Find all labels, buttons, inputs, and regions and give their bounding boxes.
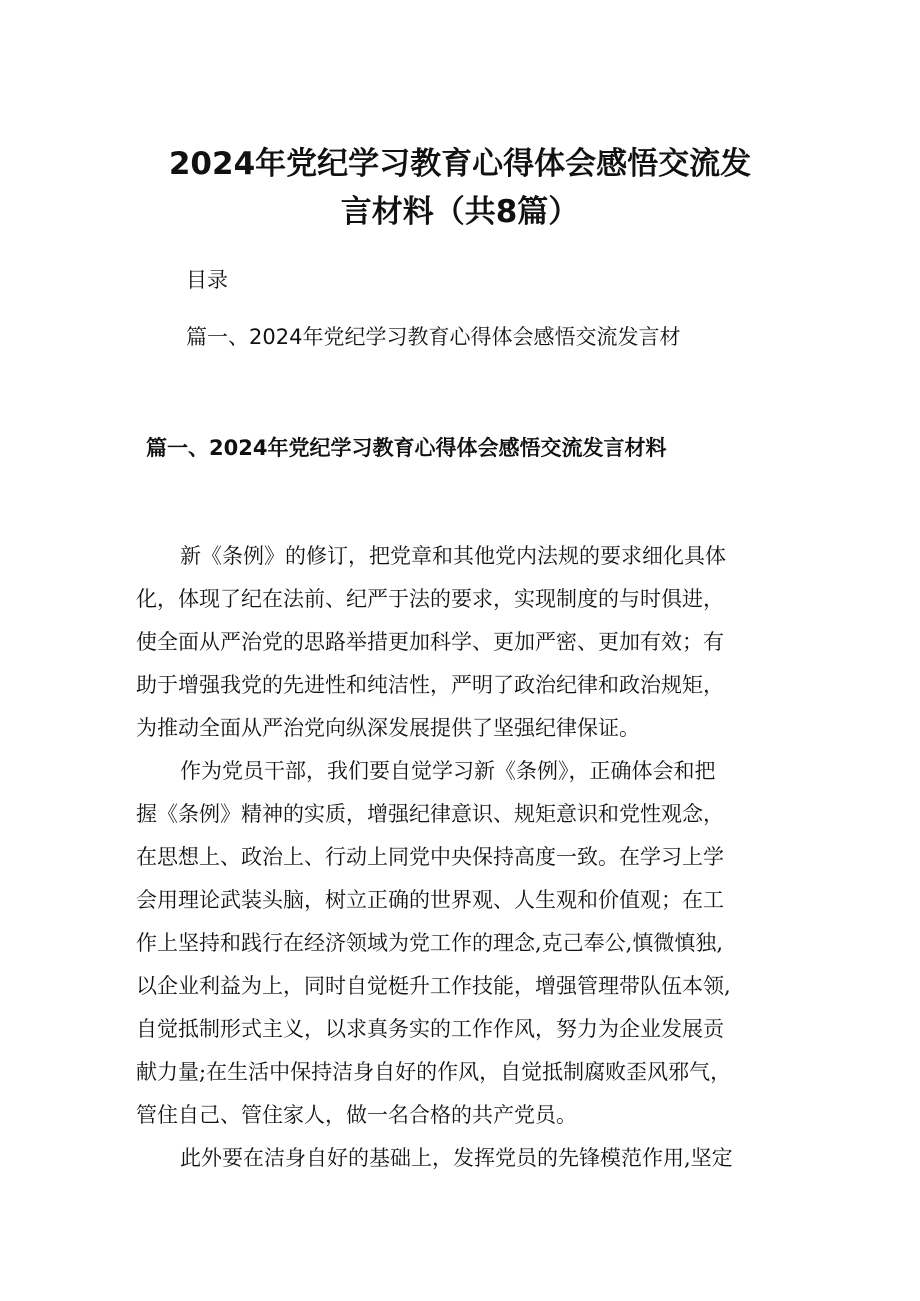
paragraph-line: 使全面从严治党的思路举措更加科学、更加严密、更加有效；有	[136, 630, 724, 654]
paragraph-line: 化，体现了纪在法前、纪严于法的要求，实现制度的与时俱进，	[136, 587, 724, 611]
paragraph-line: 自觉抵制形式主义，以求真务实的工作作风，努力为企业发展贡	[136, 1017, 724, 1041]
paragraph-line: 为推动全面从严治党向纵深发展提供了坚强纪律保证。	[136, 716, 640, 740]
section-heading: 篇一、2024年党纪学习教育心得体会感悟交流发言材料	[146, 436, 667, 460]
toc-item: 篇一、2024年党纪学习教育心得体会感悟交流发言材	[186, 325, 681, 349]
title-line-1: 2024年党纪学习教育心得体会感悟交流发	[168, 146, 752, 182]
body-text	[136, 535, 788, 1180]
title-line-2: 言材料（共8篇）	[340, 194, 580, 230]
paragraph-line: 握《条例》精神的实质，增强纪律意识、规矩意识和党性观念，	[136, 802, 724, 826]
paragraph-line: 助于增强我党的先进性和纯洁性，严明了政治纪律和政治规矩，	[136, 673, 724, 697]
document-title	[160, 140, 760, 236]
paragraph-line: 在思想上、政治上、行动上同党中央保持高度一致。在学习上学	[136, 845, 724, 869]
paragraph-line: 作上坚持和践行在经济领域为党工作的理念,克己奉公,慎微慎独,	[136, 931, 724, 955]
paragraph-line: 献力量;在生活中保持洁身自好的作风，自觉抵制腐败歪风邪气，	[136, 1060, 732, 1084]
paragraph-line: 此外要在洁身自好的基础上，发挥党员的先锋模范作用,坚定	[180, 1146, 733, 1170]
paragraph-line: 以企业利益为上，同时自觉梃升工作技能，增强管理带队伍本领,	[136, 974, 731, 998]
paragraph-line: 新《条例》的修订，把党章和其他党内法规的要求细化具体	[180, 544, 726, 568]
paragraph-line: 作为党员干部，我们要自觉学习新《条例》，正确体会和把	[180, 759, 716, 783]
paragraph-line: 管住自己、管住家人，做一名合格的共产党员。	[136, 1103, 577, 1127]
paragraph-line: 会用理论武装头脑，树立正确的世界观、人生观和价值观；在工	[136, 888, 724, 912]
toc-heading: 目录	[186, 268, 228, 292]
